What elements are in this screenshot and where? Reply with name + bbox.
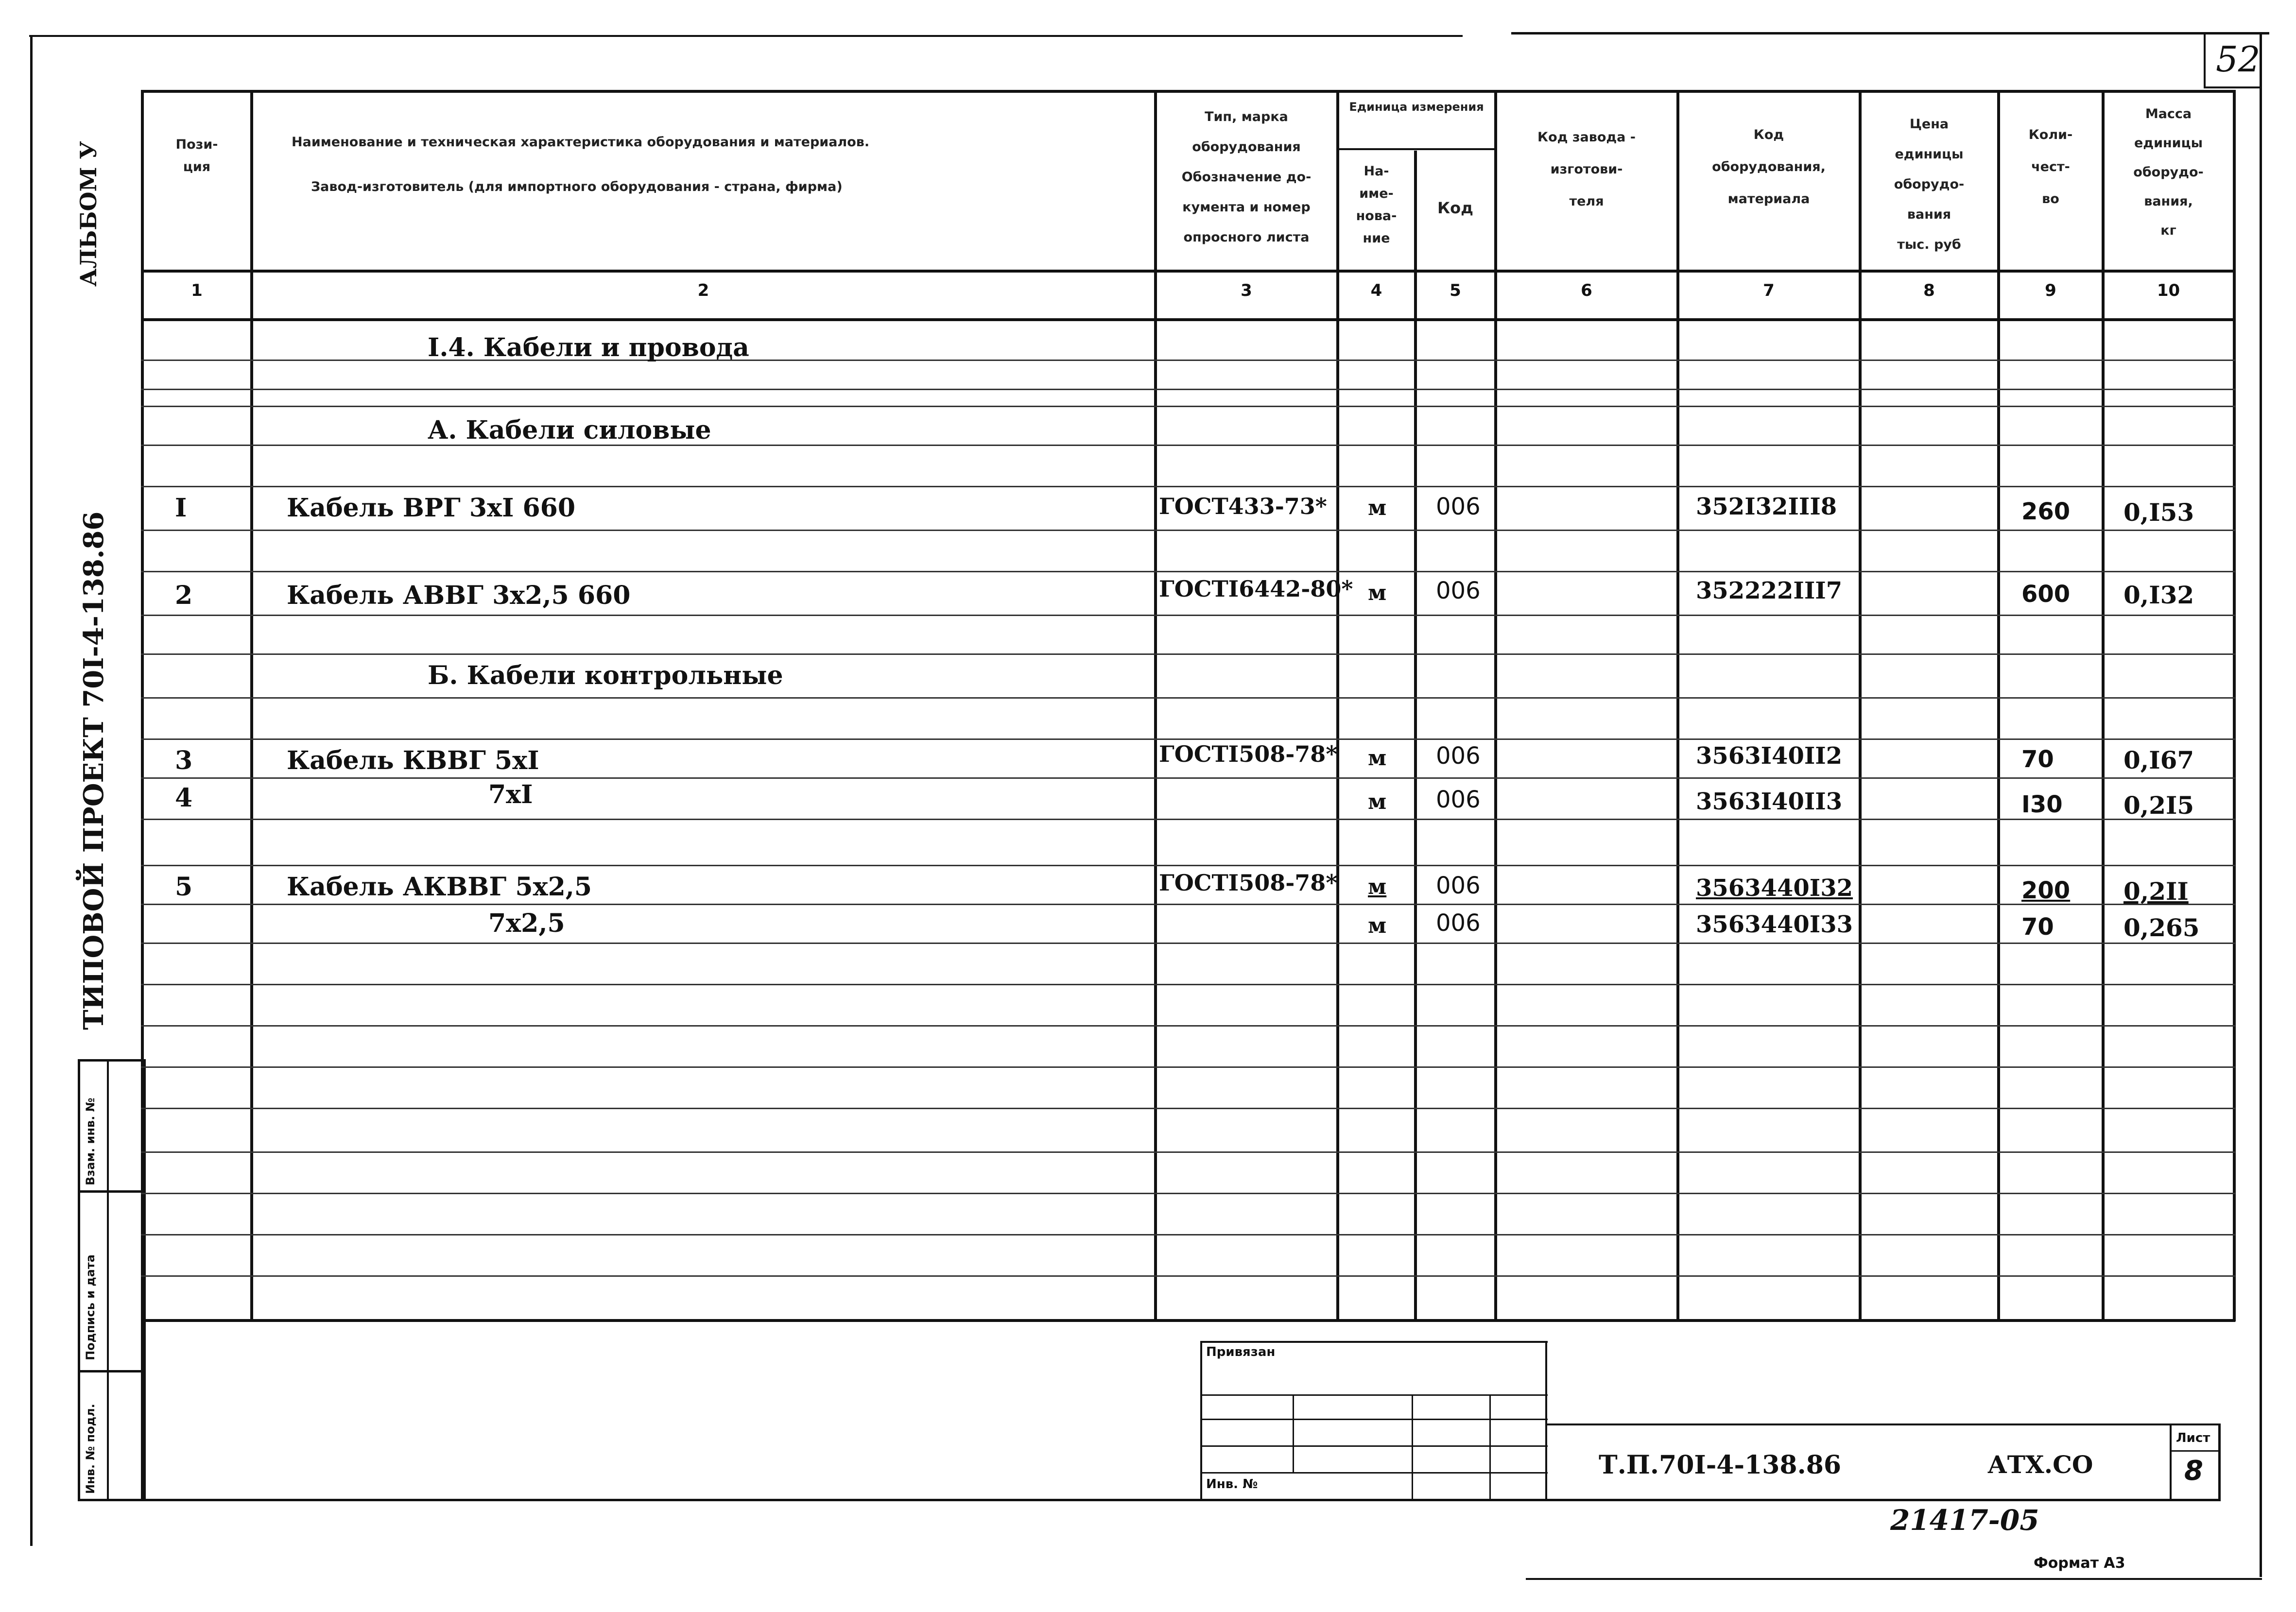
row-divider (141, 486, 2235, 487)
row-divider (141, 904, 2235, 905)
header-text: единицы (1895, 147, 1964, 162)
header-text: единицы (2134, 136, 2203, 151)
side-stamp-left (78, 1059, 80, 1501)
privyazan-col (1293, 1394, 1294, 1472)
stamp-inv-repl-label: Взам. инв. № (84, 1098, 97, 1185)
side-stamp-line (78, 1059, 146, 1062)
row-code: 006 (1436, 909, 1481, 937)
header-text: оборудования, (1712, 159, 1826, 174)
col-line-9 (2102, 90, 2105, 1321)
row-unit: м (1368, 496, 1387, 520)
header-text: име- (1359, 186, 1394, 201)
header-text: оборудо- (2133, 165, 2204, 180)
row-pos: I (175, 493, 187, 523)
unit-header-divider (1336, 148, 1497, 150)
header-bottom-line (141, 270, 2235, 273)
row-divider (141, 653, 2235, 655)
header-mass (2104, 100, 2233, 245)
header-text: изготови- (1550, 162, 1623, 177)
row-doc: ГОСТI508-78* (1159, 741, 1338, 767)
row-qty: I30 (2021, 791, 2063, 818)
row-divider (141, 819, 2235, 820)
row-divider (141, 984, 2235, 985)
header-text: вания (1907, 207, 1951, 222)
row-divider (141, 389, 2235, 390)
section-title: I.4. Кабели и провода (428, 333, 749, 362)
side-stamp-line (78, 1370, 146, 1372)
sheet-label-sep (2170, 1450, 2221, 1452)
row-divider (141, 530, 2235, 531)
row-mass: 0,I53 (2123, 498, 2194, 527)
colnum-5: 5 (1450, 281, 1461, 300)
row-qty: 200 (2021, 877, 2071, 904)
title-block-top (1545, 1423, 2221, 1425)
row-code: 006 (1436, 493, 1481, 520)
header-text: во (2042, 191, 2059, 206)
side-stamp-mid (107, 1059, 109, 1501)
row-mass: 0,2II (2123, 877, 2189, 906)
colnum-bottom-line (141, 318, 2235, 321)
header-text: Цена (1909, 117, 1949, 132)
row-unit: м (1368, 789, 1387, 814)
row-doc: ГОСТI508-78* (1159, 870, 1338, 896)
privyazan-right (1545, 1341, 1547, 1501)
header-text: чест- (2031, 159, 2070, 174)
row-code: 006 (1436, 742, 1481, 770)
row-divider (141, 777, 2235, 779)
row-unit: м (1368, 913, 1387, 938)
header-text: тыс. руб (1897, 237, 1961, 252)
privyazan-line (1200, 1394, 1548, 1396)
colnum-9: 9 (2045, 281, 2056, 300)
row-pos: 2 (175, 581, 193, 610)
row-mass: 0,265 (2123, 913, 2200, 942)
header-name (253, 126, 1152, 203)
row-material-code: 3563I40II2 (1696, 742, 1843, 770)
stamp-right-line (2218, 1423, 2221, 1501)
row-divider (141, 1108, 2235, 1109)
privyazan-line (1200, 1445, 1548, 1447)
format-label: Формат А3 (2034, 1555, 2125, 1572)
row-divider (141, 1234, 2235, 1235)
corner-box-left (2204, 34, 2206, 87)
header-text: Завод-изготовитель (для импортного оборудования - страна, фирма) (311, 179, 843, 194)
section-title: Б. Кабели контрольные (428, 661, 783, 690)
row-name: Кабель АВВГ 3х2,5 660 (287, 581, 631, 610)
album-label: АЛЬБОМ У (75, 141, 102, 287)
header-material-code (1679, 119, 1859, 215)
row-divider (141, 1025, 2235, 1027)
col-line-0 (141, 90, 144, 1501)
corner-box-bottom (2204, 86, 2262, 88)
header-text: опросного листа (1183, 230, 1310, 245)
row-qty: 600 (2021, 581, 2071, 608)
header-text: На- (1364, 164, 1389, 179)
row-qty: 70 (2021, 746, 2054, 773)
privyazan-label: Привязан (1206, 1345, 1276, 1359)
row-pos: 3 (175, 746, 193, 775)
frame-left-line (30, 35, 33, 1546)
row-divider (141, 943, 2235, 944)
row-material-code: 3563I40II3 (1696, 788, 1843, 815)
row-name: Кабель АКВВГ 5х2,5 (287, 872, 592, 902)
header-text: Наименование и техническая характеристика оборудования и материалов. (292, 135, 870, 150)
header-pos (143, 129, 250, 183)
header-text: оборудования (1192, 139, 1301, 154)
sheet-label: Лист (2176, 1431, 2210, 1445)
row-divider (141, 1275, 2235, 1277)
colnum-8: 8 (1923, 281, 1935, 300)
row-code: 006 (1436, 872, 1481, 899)
header-text: оборудо- (1894, 177, 1965, 192)
row-divider (141, 571, 2235, 572)
col-line-3 (1336, 90, 1339, 1321)
stamp-sign-date-label: Подпись и дата (84, 1254, 97, 1360)
colnum-1: 1 (191, 281, 203, 300)
col-line-7 (1859, 90, 1862, 1321)
row-divider (141, 865, 2235, 866)
row-unit: м (1368, 746, 1387, 771)
row-material-code: 352222III7 (1696, 577, 1843, 604)
stamp-bottom-line (141, 1499, 2221, 1501)
col-line-4 (1414, 151, 1417, 1321)
col-line-1 (250, 90, 253, 1321)
header-unit-code: Код (1437, 199, 1473, 217)
title-block-sheet-sep (2170, 1423, 2172, 1501)
doc-code: АТХ.СО (1987, 1450, 2093, 1479)
table-top-line (141, 90, 2235, 93)
row-material-code: 352I32III8 (1696, 493, 1837, 520)
header-text: Масса (2145, 106, 2192, 121)
row-divider (141, 1151, 2235, 1153)
header-type (1157, 102, 1336, 253)
frame-right-line (2260, 32, 2262, 1577)
header-text: Коли- (2028, 127, 2073, 142)
header-text: материала (1727, 191, 1810, 206)
colnum-10: 10 (2157, 281, 2180, 300)
section-title: А. Кабели силовые (428, 415, 711, 445)
row-pos: 5 (175, 872, 193, 902)
stamp-inv-orig-label: Инв. № подл. (84, 1404, 97, 1494)
col-line-2 (1154, 90, 1157, 1321)
row-mass: 0,I32 (2123, 581, 2194, 609)
header-text: теля (1569, 194, 1604, 209)
col-line-6 (1676, 90, 1679, 1321)
row-name: Кабель КВВГ 5хI (287, 746, 539, 775)
header-unit-name (1339, 160, 1414, 250)
frame-top-line (29, 35, 1463, 37)
side-stamp-line (78, 1190, 146, 1193)
colnum-2: 2 (697, 281, 709, 300)
row-code: 006 (1436, 786, 1481, 813)
colnum-7: 7 (1763, 281, 1775, 300)
row-material-code: 3563440I32 (1696, 875, 1853, 902)
row-qty: 70 (2021, 913, 2054, 941)
row-divider (141, 738, 2235, 740)
colnum-3: 3 (1241, 281, 1252, 300)
row-name: 7хI (488, 780, 533, 809)
row-divider (141, 697, 2235, 699)
row-name: 7х2,5 (488, 909, 565, 938)
row-doc: ГОСТI6442-80* (1159, 576, 1353, 602)
designation: Т.П.70I-4-138.86 (1599, 1450, 1842, 1480)
sheet-corner-number: 52 (2216, 39, 2261, 80)
header-factory-code (1497, 121, 1676, 218)
privyazan-top (1200, 1341, 1548, 1343)
header-text: нова- (1356, 208, 1397, 223)
header-qty (2000, 119, 2102, 215)
header-text: Обозначение до- (1181, 170, 1312, 185)
privyazan-left (1200, 1341, 1202, 1501)
header-text: Код завода - (1537, 130, 1636, 145)
row-divider (141, 406, 2235, 407)
header-text: ние (1363, 231, 1390, 246)
colnum-6: 6 (1581, 281, 1592, 300)
sheet-number: 8 (2184, 1455, 2203, 1487)
row-doc: ГОСТ433-73* (1159, 493, 1327, 519)
handwritten-number: 21417-05 (1890, 1504, 2039, 1537)
header-text: ция (183, 159, 211, 174)
col-line-5 (1494, 90, 1497, 1321)
header-price (1861, 109, 1997, 260)
privyazan-line (1200, 1419, 1548, 1420)
header-unit: Единица измерения (1349, 100, 1484, 114)
row-unit: м (1368, 581, 1387, 605)
frame-top-line-right (1511, 32, 2269, 34)
col-line-10 (2233, 90, 2236, 1321)
row-mass: 0,I67 (2123, 746, 2194, 774)
project-label: ТИПОВОЙ ПРОЕКТ 70I-4-138.86 (78, 511, 110, 1030)
table-bottom-line (141, 1319, 2235, 1322)
row-unit: м (1368, 875, 1387, 899)
header-text: Пози- (175, 137, 218, 152)
row-mass: 0,2I5 (2123, 791, 2194, 820)
frame-bottom-line (1526, 1578, 2262, 1580)
col-line-8 (1997, 90, 2000, 1321)
privyazan-line (1200, 1472, 1548, 1474)
inv-no-label: Инв. № (1206, 1477, 1258, 1492)
header-text: Тип, марка (1205, 109, 1288, 124)
row-qty: 260 (2021, 498, 2071, 525)
colnum-4: 4 (1370, 281, 1382, 300)
row-pos: 4 (175, 783, 193, 813)
side-stamp-line (78, 1499, 146, 1501)
privyazan-col (1489, 1394, 1491, 1501)
header-text: вания, (2144, 194, 2193, 209)
row-divider (141, 615, 2235, 616)
row-code: 006 (1436, 577, 1481, 604)
row-divider (141, 1193, 2235, 1194)
privyazan-col (1412, 1394, 1413, 1501)
row-name: Кабель ВРГ 3хI 660 (287, 493, 576, 523)
header-text: кумента и номер (1182, 200, 1311, 215)
row-divider (141, 1066, 2235, 1068)
row-material-code: 3563440I33 (1696, 911, 1853, 938)
header-text: Код (1753, 127, 1784, 142)
header-text: кг (2160, 223, 2176, 238)
